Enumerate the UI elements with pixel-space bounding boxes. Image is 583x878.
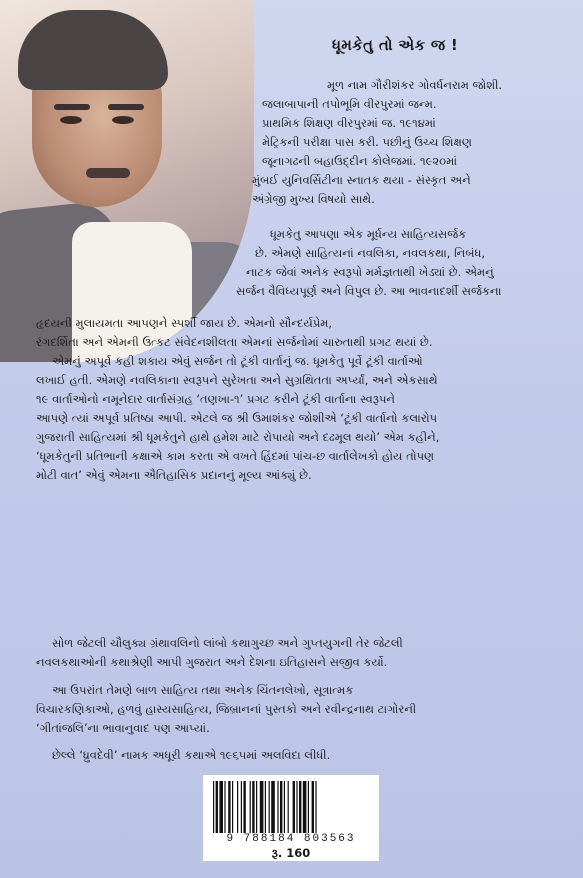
bio-line: હૃદયની મુલાયમતા આપણને સ્પર્શી જાય છે. એમનો સૌન્દર્યપ્રેમ, [36, 316, 333, 330]
barcode-bars [211, 781, 371, 833]
bio-line: જૂનાગઢની બહાઉદ્દીન કોલેજમાં. ૧૯૨૦માં [262, 154, 458, 168]
bio-line: સોળ જેટલી ચૌલુક્ય ગ્રંથાવલિનો લાંબો કથાગુચ્છ અને ગુપ્તયુગની તેર જેટલી [52, 636, 403, 650]
author-portrait [0, 0, 254, 362]
bio-line: ધૂમકેતુ આપણા એક મૂર્ધન્ય સાહિત્યસર્જક [270, 227, 467, 241]
bio-line: નવલકથાઓની કથાશ્રેણી આપી ગુજરાત અને દેશના ઇતિહાસને સજીવ કર્યો. [36, 655, 388, 669]
bio-line: એમનું અપૂર્વ કહી શકાય એવું સર્જન તો ટૂંકી વાર્તાનું જ. ધૂમકેતુ પૂર્વે ટૂંકી વાર્તાઓ [52, 354, 423, 368]
bio-line: મોટી વાત’ એવું એમના ઐતિહાસિક પ્રદાનનું મૂલ્ય આંક્યું છે. [36, 468, 312, 482]
isbn-number: 9 788184 803563 [226, 833, 356, 845]
bio-line: સર્જન વૈવિધ્યપૂર્ણ અને વિપુલ છે. આ ભાવનાદર્શી સર્જકના [236, 284, 502, 298]
bio-line: ૧૯ વાર્તાઓનો નમૂનેદાર વાર્તાસંગ્રહ ‘તણખા-૧’ પ્રગટ કરીને ટૂંકી વાર્તાના સ્વરૂપને [36, 392, 395, 406]
bio-line: અંગ્રેજી મુખ્ય વિષયો સાથે. [252, 192, 375, 206]
bio-line: રંગદર્શિતા અને એમની ઉત્કટ સંવેદનશીલતા એમનાં સર્જનોમાં ચારુતાથી પ્રગટ થયાં છે. [36, 335, 433, 349]
bio-line: ગુજરાતી સાહિત્યમાં શ્રી ધૂમકેતુને હાથે હમેશ માટે રોપાયો અને દઢમૂલ થયો’ એમ કહીને, [36, 430, 440, 444]
bio-line: છેલ્લે ‘ધ્રુવદેવી’ નામક અધૂરી કથાએ ૧૯૬૫માં અલવિદા લીધી. [52, 748, 331, 762]
bio-line: છે. એમણે સાહિત્યનાં નવલિકા, નવલકથા, નિબંધ, [255, 246, 486, 260]
bio-line: મુંબઈ યુનિવર્સિટીના સ્નાતક થયા - સંસ્કૃત અને [252, 173, 471, 187]
bio-line: ‘ગીતાંજલિ’ના ભાવાનુવાદ પણ આપ્યાં. [36, 721, 210, 735]
barcode [203, 775, 379, 861]
bio-line: મૂળ નામ ગૌરીશંકર ગોવર્ધનરામ જોશી. [327, 78, 503, 92]
bio-line: વિચારકણિકાઓ, હળવું હાસ્યસાહિત્ય, જિબ્રાનનાં પુસ્તકો અને રવીન્દ્રનાથ ટાગોરની [36, 702, 417, 716]
bio-line: નાટક જેવાં અનેક સ્વરૂપો મર્મજ્ઞતાથી ખેડ્યાં છે. એમનું [246, 265, 494, 279]
bio-line: ‘ધૂમકેતુની પ્રતિભાની કક્ષાએ કામ કરતા એ વખતે હિંદમાં પાંચ-છ વાર્તાલેખકો હોય તોપણ [36, 449, 435, 463]
bio-line: મેટ્રિકની પરીક્ષા પાસ કરી. પછીનું ઉચ્ચ શિક્ષણ [262, 135, 472, 149]
bio-line: પ્રાથમિક શિક્ષણ વીરપુરમાં જ. ૧૯૧૪માં [262, 116, 436, 130]
cover-title: ધૂમકેતુ તો એક જ ! [331, 36, 459, 54]
price-label: રૂ. 160 [271, 846, 311, 860]
bio-line: આપણે ત્યાં અપૂર્વ પ્રતિષ્ઠા આપી. એટલે જ શ્રી ઉમાશંકર જોશીએ ‘ટૂંકી વાર્તાનો કલારોપ [36, 411, 438, 425]
bio-line: લખાઈ હતી. એમણે નવલિકાના સ્વરૂપને સુરેખતા અને સુગ્રથિતતા અર્પ્યાં, અને એકસાથે [36, 373, 438, 387]
bio-line: આ ઉપરાંત તેમણે બાળ સાહિત્ય તથા અનેક ચિંતનલેખો, સૂત્રાત્મક [52, 683, 354, 697]
bio-line: જલાબાપાની તપોભૂમિ વીરપુરમાં જન્મ. [262, 97, 437, 111]
